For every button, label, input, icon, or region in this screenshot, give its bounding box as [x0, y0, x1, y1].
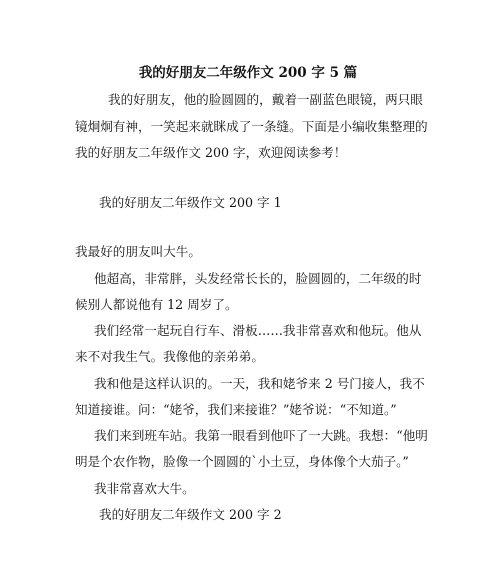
paragraph-line: 明是个农作物，脸像一个圆圆的`小土豆，身体像个大茄子。”	[75, 454, 409, 469]
intro-line: 我的好朋友二年级作文 200 字，欢迎阅读参考！	[75, 145, 347, 160]
paragraph-line: 我最好的朋友叫大牛。	[75, 244, 201, 259]
intro-line: 镜炯炯有神，一笑起来就眯成了一条缝。下面是小编收集整理的	[75, 119, 428, 134]
paragraph-line: 我非常喜欢大牛。	[94, 481, 195, 496]
paragraph-line: 我们经常一起玩自行车、滑板……我非常喜欢和他玩。他从	[94, 323, 422, 338]
paragraph-line: 知道接谁。问：“姥爷，我们来接谁？”姥爷说：“不知道。”	[75, 402, 397, 417]
document-title: 我的好朋友二年级作文 200 字 5 篇	[138, 65, 358, 81]
paragraph-line: 候别人都说他有 12 周岁了。	[75, 297, 238, 312]
essay-heading: 我的好朋友二年级作文 200 字 1	[99, 195, 282, 210]
intro-line: 我的好朋友，他的脸圆圆的，戴着一副蓝色眼镜，两只眼	[108, 92, 423, 107]
essay-heading: 我的好朋友二年级作文 200 字 2	[99, 507, 282, 522]
paragraph-line: 我们来到班车站。我第一眼看到他吓了一大跳。我想：“他明	[94, 428, 428, 443]
paragraph-line: 来不对我生气。我像他的亲弟弟。	[75, 349, 264, 364]
paragraph-line: 他超高，非常胖，头发经常长长的，脸圆圆的，二年级的时	[94, 271, 422, 286]
paragraph-line: 我和他是这样认识的。一天，我和姥爷来 2 号门接人，我不	[94, 376, 425, 391]
